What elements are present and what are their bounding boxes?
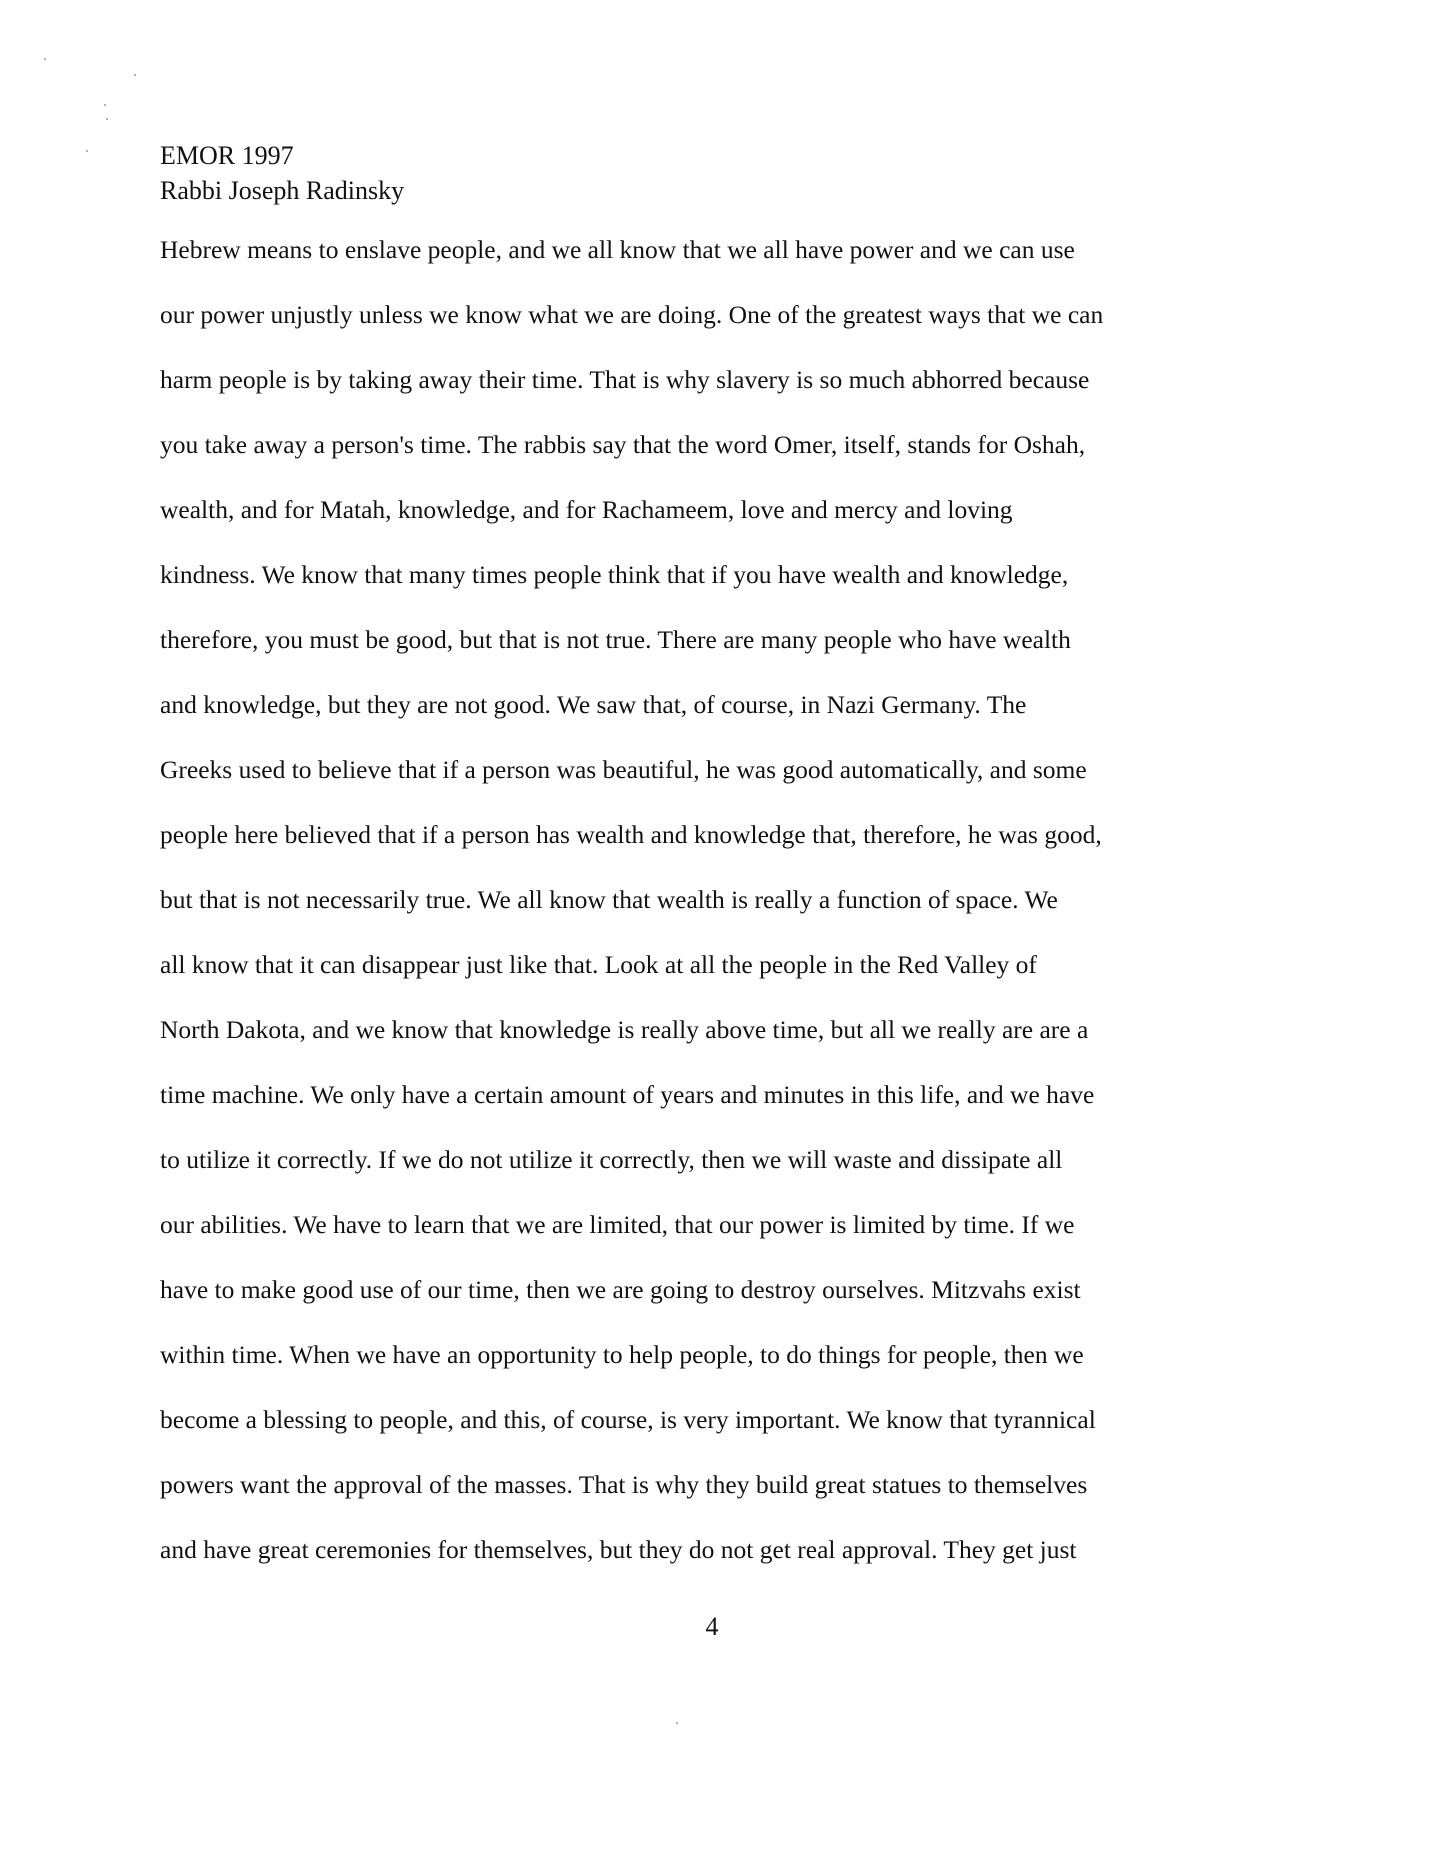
text-line: powers want the approval of the masses. That is why they build great statues to themselves <box>160 1470 1088 1499</box>
text-line: all know that it can disappear just like that. Look at all the people in the Red Valley of <box>160 950 1037 979</box>
text-line: and knowledge, but they are not good. We saw that, of course, in Nazi Germany. The <box>160 690 1027 719</box>
text-line: you take away a person's time. The rabbis say that the word Omer, itself, stands for Oshah, <box>160 430 1086 459</box>
scan-speck <box>676 1722 678 1724</box>
text-line: within time. When we have an opportunity to help people, to do things for people, then we <box>160 1340 1084 1369</box>
scan-speck <box>134 74 136 76</box>
text-line: therefore, you must be good, but that is not true. There are many people who have wealth <box>160 625 1071 654</box>
text-line: harm people is by taking away their time. That is why slavery is so much abhorred because <box>160 365 1090 394</box>
text-line: our power unjustly unless we know what we are doing. One of the greatest ways that we can <box>160 300 1104 329</box>
text-line: our abilities. We have to learn that we are limited, that our power is limited by time. If we <box>160 1210 1075 1239</box>
text-line: and have great ceremonies for themselves, but they do not get real approval. They get just <box>160 1535 1077 1564</box>
document-header <box>160 138 404 208</box>
text-line: but that is not necessarily true. We all know that wealth is really a function of space. We <box>160 885 1058 914</box>
text-line: time machine. We only have a certain amount of years and minutes in this life, and we have <box>160 1080 1095 1109</box>
body-text <box>160 232 1260 1597</box>
scan-speck <box>86 150 88 152</box>
text-line: have to make good use of our time, then we are going to destroy ourselves. Mitzvahs exist <box>160 1275 1081 1304</box>
document-title: EMOR 1997 <box>160 141 294 170</box>
text-line: Hebrew means to enslave people, and we all know that we all have power and we can use <box>160 235 1075 264</box>
scan-speck <box>104 104 106 106</box>
text-line: become a blessing to people, and this, of course, is very important. We know that tyrannical <box>160 1405 1096 1434</box>
text-line: kindness. We know that many times people think that if you have wealth and knowledge, <box>160 560 1069 589</box>
scan-speck <box>106 118 108 120</box>
text-line: wealth, and for Matah, knowledge, and for Rachameem, love and mercy and loving <box>160 495 1013 524</box>
text-line: to utilize it correctly. If we do not utilize it correctly, then we will waste and dissipate all <box>160 1145 1063 1174</box>
text-line: North Dakota, and we know that knowledge is really above time, but all we really are are a <box>160 1015 1089 1044</box>
text-line: Greeks used to believe that if a person was beautiful, he was good automatically, and some <box>160 755 1087 784</box>
document-author: Rabbi Joseph Radinsky <box>160 176 405 205</box>
page-number: 4 <box>705 1612 719 1641</box>
scan-speck <box>44 58 46 60</box>
text-line: people here believed that if a person has wealth and knowledge that, therefore, he was good, <box>160 820 1102 849</box>
